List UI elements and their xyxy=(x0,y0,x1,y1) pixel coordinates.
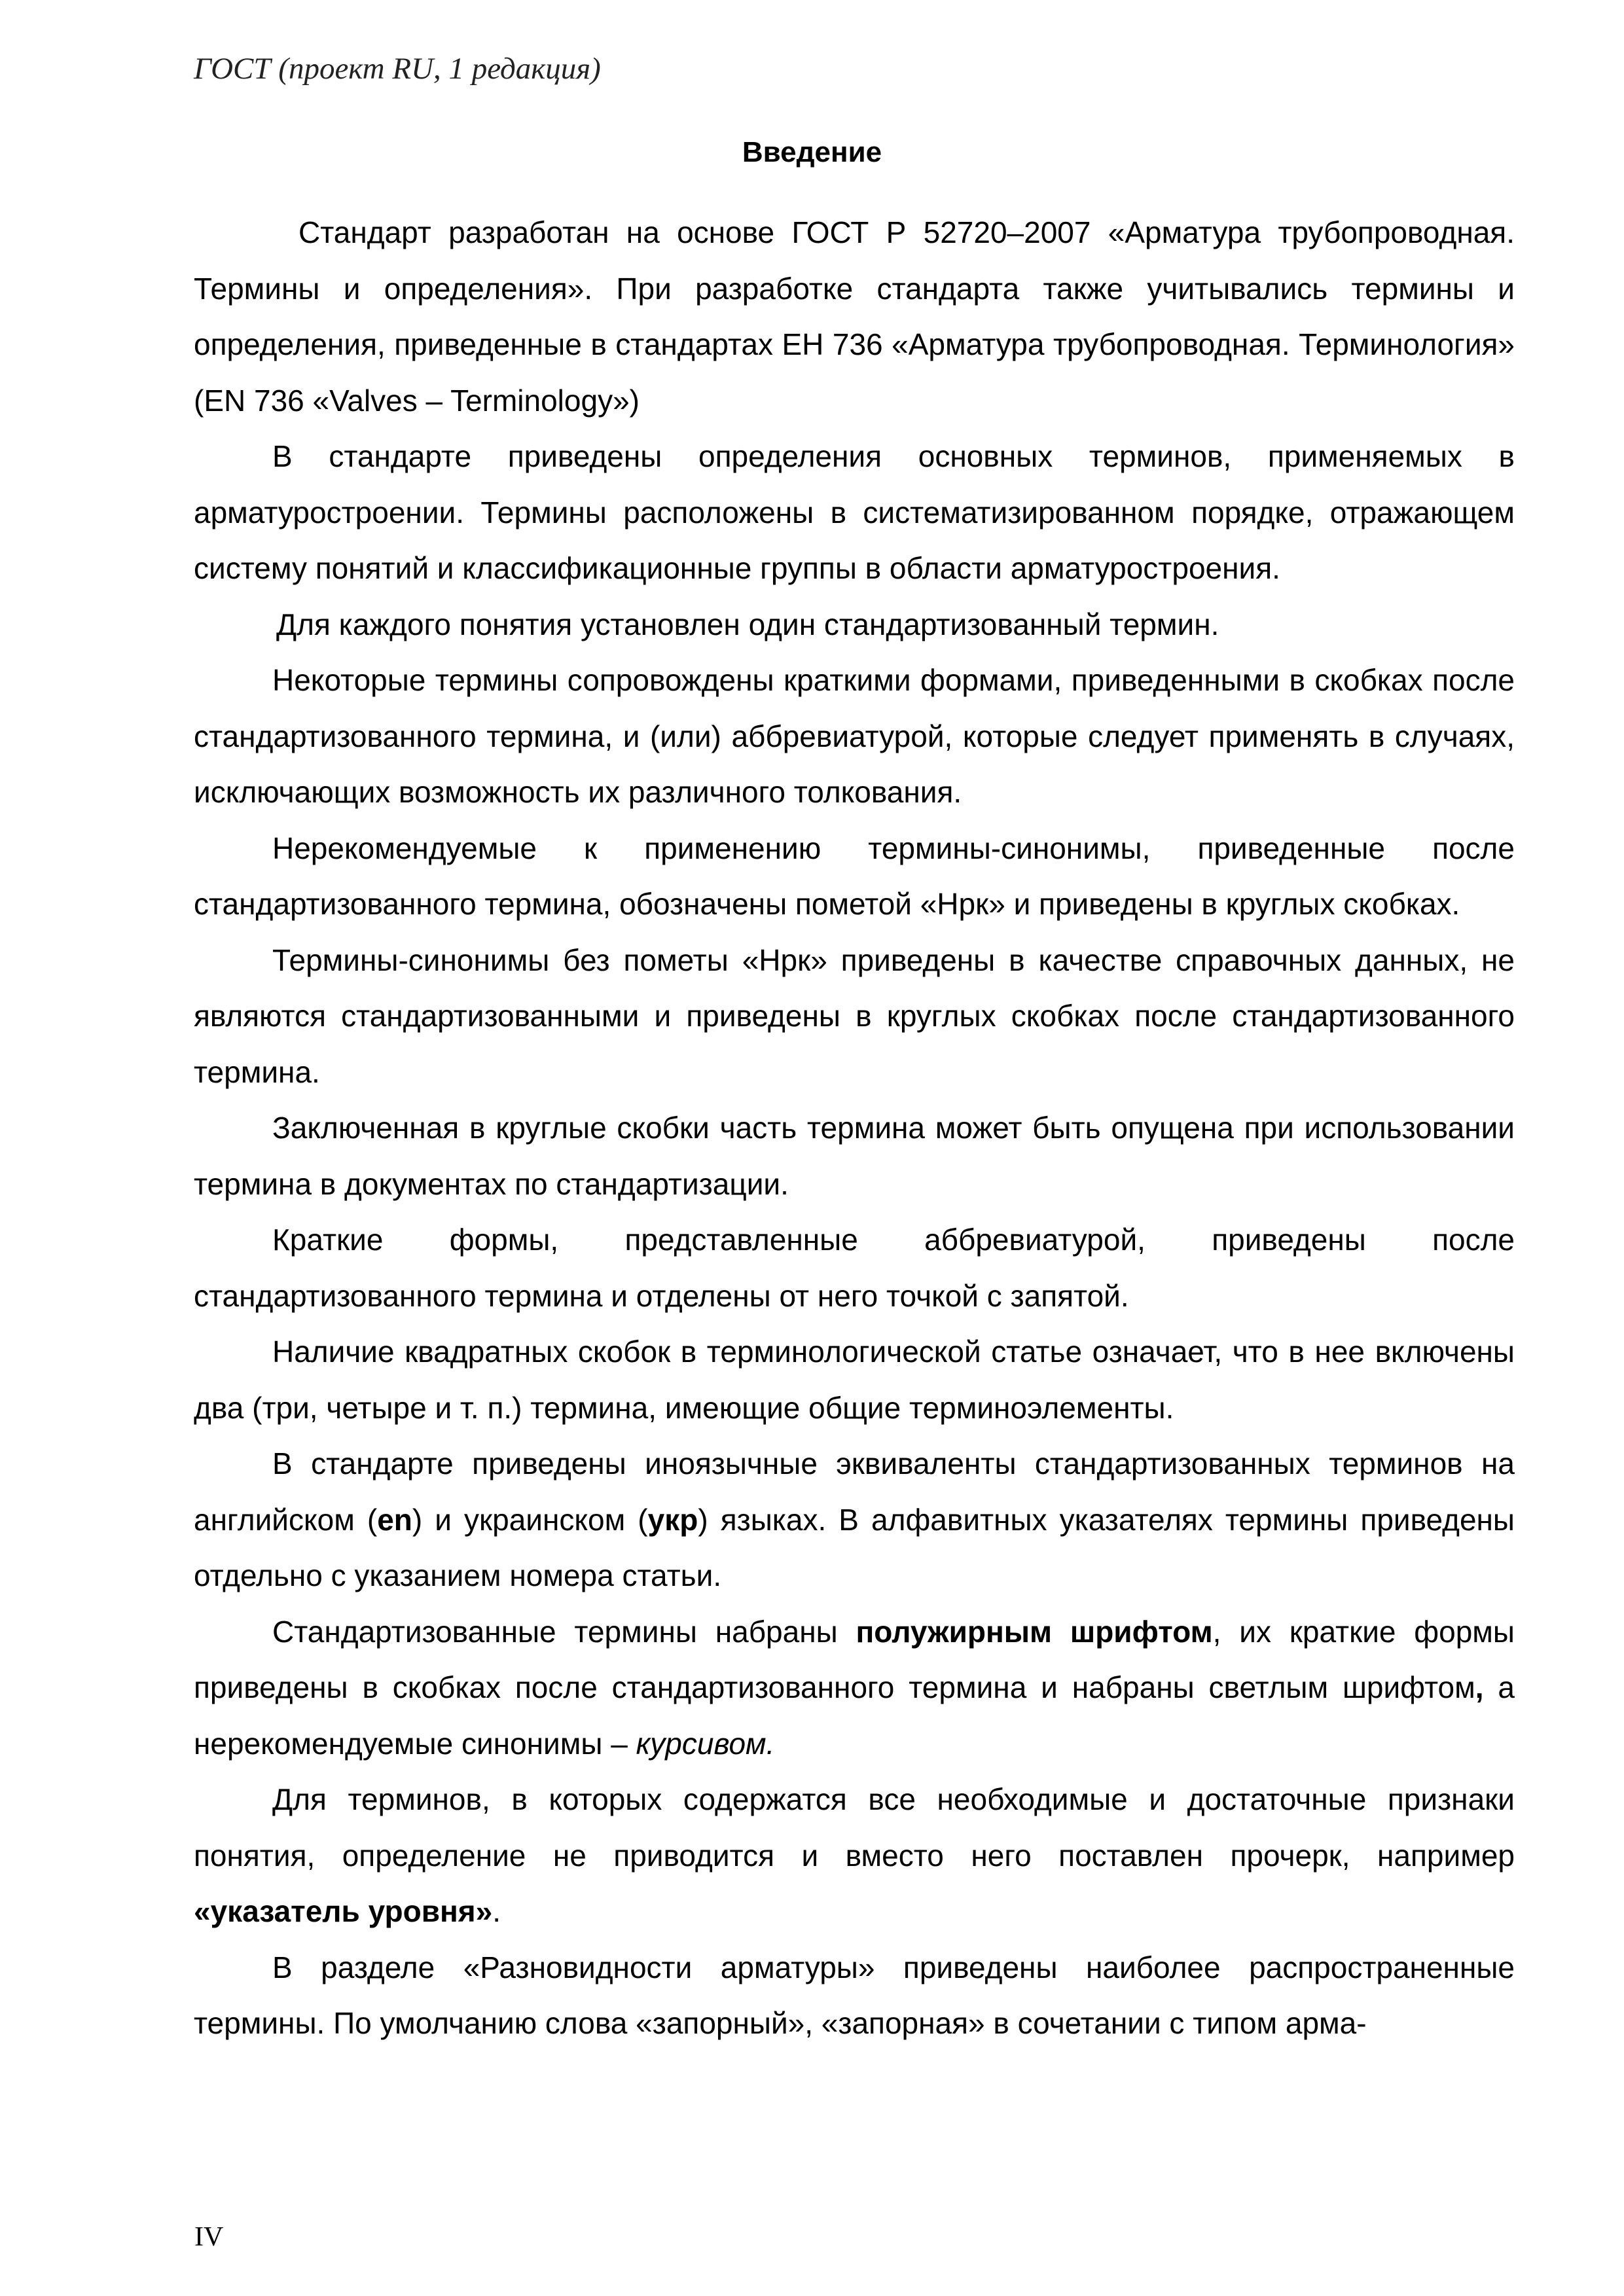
page-number: IV xyxy=(194,2222,224,2252)
paragraph: Заключенная в круглые скобки часть термина может быть опущена при использовании термина в документах по стандартизации. xyxy=(194,1111,1515,1201)
running-header: ГОСТ (проект RU, 1 редакция) xyxy=(194,52,601,86)
section-title: Введение xyxy=(742,136,882,168)
paragraph: Некоторые термины сопровождены краткими формами, приведенными в скобках после стандартизованного термина, и (или) аббревиатурой, которые следует применять в случаях, исключающих возможность их различного толкования. xyxy=(194,663,1515,809)
text-run: ) языках. В алфавитных указателях термины приведены отдельно с указанием номера статьи. xyxy=(194,1502,1515,1592)
paragraph: В разделе «Разновидности арматуры» приведены наиболее распространенные термины. По умолчанию слова «запорный», «запорная» в сочетании с типом арма- xyxy=(194,1950,1515,2040)
bold-run: , xyxy=(1475,1670,1484,1704)
paragraph: Наличие квадратных скобок в терминологической статье означает, что в нее включены два (три, четыре и т. п.) термина, имеющие общие терминоэлементы. xyxy=(194,1335,1515,1425)
bold-run: укр xyxy=(647,1502,698,1537)
paragraph xyxy=(194,1604,1515,1772)
paragraph: Стандарт разработан на основе ГОСТ Р 52720–2007 «Арматура трубопроводная. Термины и определения». При разработке стандарта также учитывались термины и определения, приведенные в стандартах ЕН 736 «Арматура трубопроводная. Терминология» (EN 736 «Valves – Terminology») xyxy=(194,215,1515,418)
paragraph xyxy=(194,1772,1515,1940)
bold-run: «указатель уровня» xyxy=(194,1894,493,1928)
text-run: ) и украинском ( xyxy=(412,1502,648,1537)
italic-run: курсивом. xyxy=(636,1726,775,1761)
paragraph: Для каждого понятия установлен один стандартизованный термин. xyxy=(276,607,1219,641)
text-run: В стандарте приведены иноязычные эквиваленты стандартизованных терминов на английском ( xyxy=(194,1446,1515,1537)
text-run: Стандартизованные термины набраны xyxy=(272,1614,856,1649)
paragraph xyxy=(194,1436,1515,1604)
text-run: Для терминов, в которых содержатся все необходимые и достаточные признаки понятия, определение не приводится и вместо него поставлен прочерк, например xyxy=(194,1782,1515,1873)
text-run: . xyxy=(492,1894,501,1928)
paragraph: Краткие формы, представленные аббревиатурой, приведены после стандартизованного термина и отделены от него точкой с запятой. xyxy=(194,1223,1515,1313)
text-run: , их краткие формы приведены в скобках после стандартизованного термина и набраны светлым шрифтом xyxy=(194,1614,1515,1704)
text-run: а нерекомендуемые синонимы – xyxy=(194,1670,1515,1761)
paragraph: Нерекомендуемые к применению термины-синонимы, приведенные после стандартизованного термина, обозначены пометой «Нрк» и приведены в круглых скобках. xyxy=(194,831,1515,921)
paragraph: В стандарте приведены определения основных терминов, применяемых в арматуростроении. Термины расположены в систематизированном порядке, отражающем систему понятий и классификационные группы в области арматуростроения. xyxy=(194,439,1515,585)
paragraph: Термины-синонимы без пометы «Нрк» приведены в качестве справочных данных, не являются стандартизованными и приведены в круглых скобках после стандартизованного термина. xyxy=(194,942,1515,1089)
bold-run: полужирным шрифтом xyxy=(856,1614,1213,1649)
bold-run: en xyxy=(377,1502,412,1537)
body-text xyxy=(194,205,1515,2052)
